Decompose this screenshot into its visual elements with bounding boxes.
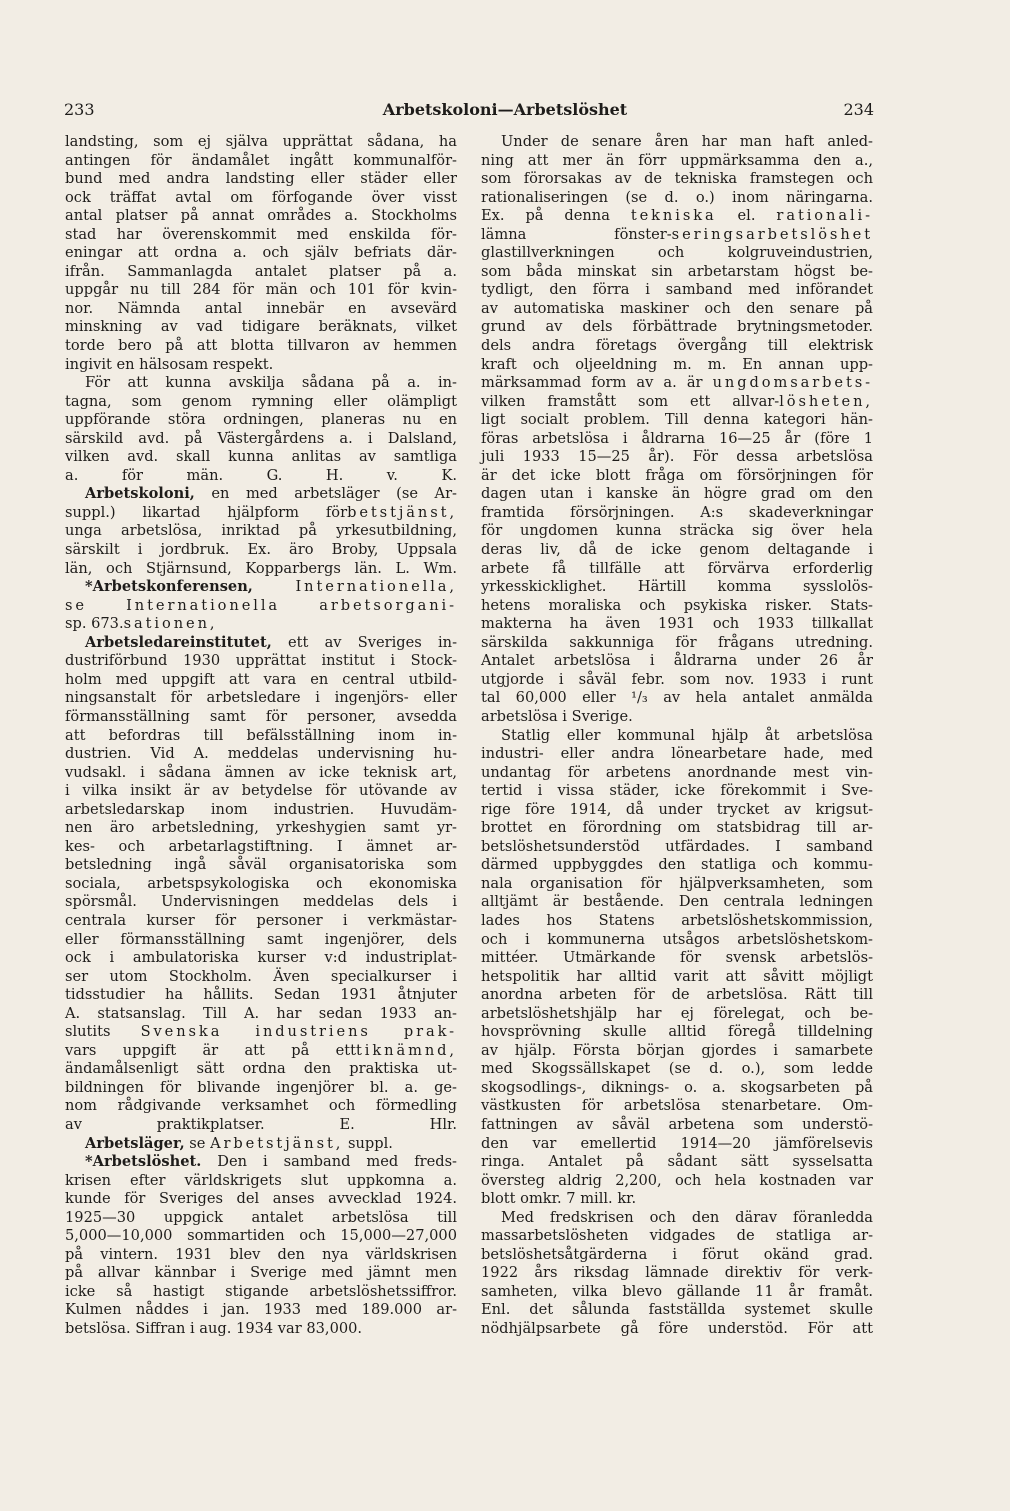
text-line (65, 226, 457, 245)
text-line (65, 318, 457, 337)
text-line (65, 1209, 457, 1228)
text-line (481, 485, 873, 504)
text-line (481, 393, 873, 412)
line-text: ock träffat avtal om förfogande över visst (65, 188, 457, 206)
spaced-term: Arbetstjänst, (210, 1134, 344, 1152)
line-text: förmansställning samt för personer, avsedda (65, 707, 457, 725)
text-line (65, 986, 457, 1005)
text-line (65, 745, 457, 764)
line-text: ning att mer än förr uppmärksamma den a., (481, 151, 873, 169)
line-text: av automatiska maskiner och den senare på (481, 299, 873, 317)
line-text: tagna, som genom rymning eller olämpligt (65, 392, 457, 410)
line-text: arbete få tillfälle att förvärva erforderlig (481, 559, 873, 577)
text-line (481, 318, 873, 337)
line-text: Den i samband med freds- (201, 1153, 457, 1171)
line-text: mittéer. Utmärkande för svensk arbetslös- (481, 949, 873, 967)
line-text: ser utom Stockholm. Även specialkurser i (65, 967, 457, 985)
text-line (481, 1301, 873, 1320)
line-text: uppgår nu till 284 för män och 101 för kvin- (65, 281, 457, 299)
page-number-left: 233 (64, 100, 95, 119)
line-text: en med arbetsläger (se Ar- (194, 485, 457, 503)
text-line (481, 578, 873, 597)
text-line (481, 281, 873, 300)
line-text: stad har överenskommit med enskilda för- (65, 225, 457, 243)
text-line (481, 411, 873, 430)
text-line (481, 745, 873, 764)
line-text: som båda minskat sin arbetarstam högst be- (481, 262, 873, 280)
line-text: tertid i vissa städer, icke förekommit i Sve- (481, 782, 873, 800)
text-line (65, 244, 457, 263)
text-line (481, 893, 873, 912)
line-text: dustrien. Vid A. meddelas undervisning hu- (65, 745, 457, 763)
text-line (481, 708, 873, 727)
line-text: holm med uppgift att vara en central utbild- (65, 670, 457, 688)
line-text: att befordras till befälsställning inom in- (65, 726, 457, 744)
text-line (65, 578, 457, 597)
line-text: yrkesskicklighet. Härtill komma sysslolös- (481, 578, 873, 596)
text-line (481, 1264, 873, 1283)
text-line (481, 875, 873, 894)
text-line (65, 801, 457, 820)
line-text: på allvar kännbar i Sverige med jämnt men (65, 1264, 457, 1282)
page-number-right: 234 (843, 100, 874, 119)
text-line (481, 615, 873, 634)
text-line (481, 356, 873, 375)
text-line (65, 1042, 457, 1061)
line-text: eller förmansställning samt ingenjörer, dels (65, 930, 457, 948)
text-line (65, 1246, 457, 1265)
text-line (65, 170, 457, 189)
text-line (481, 652, 873, 671)
line-text: betslöshetsunderstöd utfärdades. I samband (481, 837, 873, 855)
text-line (65, 263, 457, 282)
text-line (481, 634, 873, 653)
line-text: makterna ha även 1931 och 1933 tillkallat (481, 615, 873, 633)
text-line (481, 801, 873, 820)
line-text: brottet en förordning om statsbidrag till ar- (481, 819, 873, 837)
text-line (65, 1227, 457, 1246)
line-text: därmed uppbyggdes den statliga och kommu- (481, 856, 873, 874)
line-text: glastillverkningen och kolgruveindustrien, (481, 244, 873, 262)
text-line (65, 448, 457, 467)
line-text: bildningen för blivande ingenjörer bl. a. ge- (65, 1078, 457, 1096)
text-line (65, 782, 457, 801)
text-line (481, 838, 873, 857)
text-line (481, 597, 873, 616)
text-line (65, 504, 457, 523)
spaced-term: betstjänst, (347, 503, 457, 521)
line-text: vars uppgift är att på ett (65, 1041, 357, 1059)
line-text: Med fredskrisen och den därav föranledda (501, 1208, 873, 1226)
line-text: arbetsledarskap inom industrien. Huvudäm- (65, 800, 457, 818)
line-text: se (184, 1134, 211, 1152)
text-line (65, 893, 457, 912)
text-line (65, 931, 457, 950)
line-text: a. för män. G. H. v. K. (65, 466, 457, 484)
line-text: kraft och oljeeldning m. m. En annan upp- (481, 355, 873, 373)
line-text: massarbetslösheten vidgades de statliga ar- (481, 1227, 873, 1245)
text-line (481, 1153, 873, 1172)
text-line (65, 652, 457, 671)
text-line (65, 689, 457, 708)
line-text: se Internationella arbetsorgani- (65, 596, 457, 614)
line-text: utgjorde i såväl febr. som nov. 1933 i runt (481, 670, 873, 688)
text-line (65, 1060, 457, 1079)
text-line (481, 189, 873, 208)
line-text: hetspolitik har alltid varit att såvitt möjligt (481, 967, 873, 985)
text-line (481, 1005, 873, 1024)
text-line (481, 1135, 873, 1154)
text-line (65, 411, 457, 430)
right-column (481, 133, 873, 1339)
line-text: län, och Stjärnsund, Kopparbergs län. L. Wm. (65, 559, 457, 577)
text-line (481, 1246, 873, 1265)
text-line (481, 1079, 873, 1098)
line-text: landsting, som ej själva upprättat sådana, ha (65, 133, 457, 150)
line-text: ligt socialt problem. Till denna kategori hän- (481, 411, 873, 429)
text-line (65, 838, 457, 857)
line-text: Statlig eller kommunal hjälp åt arbetslösa (501, 726, 873, 744)
line-text: el. (716, 207, 777, 225)
line-text: antal platser på annat områdes a. Stockholms (65, 207, 457, 225)
spaced-term: tiknämnd, (356, 1041, 457, 1059)
text-line (481, 448, 873, 467)
text-line (65, 522, 457, 541)
line-text: översteg aldrig 2,200, och hela kostnaden var (481, 1171, 873, 1189)
line-text: Kulmen nåddes i jan. 1933 med 189.000 ar- (65, 1301, 457, 1319)
line-text: För att kunna avskilja sådana på a. in- (85, 374, 457, 392)
text-line (481, 1283, 873, 1302)
text-line (65, 393, 457, 412)
line-text: skogsodlings-, diknings- o. a. skogsarbeten på (481, 1078, 873, 1096)
text-line (65, 764, 457, 783)
line-text: sociala, arbetspsykologiska och ekonomiska (65, 874, 457, 892)
spaced-term: rationali- (776, 207, 873, 225)
text-line (481, 263, 873, 282)
text-line (65, 133, 457, 152)
entry-headword: Arbetsläger, (85, 1134, 185, 1152)
line-text: särskilda sakkunniga för frågans utredning. (481, 633, 873, 651)
line-text: anordna arbeten för de arbetslösa. Rätt till (481, 986, 873, 1004)
line-text: märksammad form av a. är (481, 374, 713, 392)
line-text: industri- eller andra lönearbetare hade, med (481, 745, 873, 763)
text-line (481, 133, 873, 152)
text-line (481, 727, 873, 746)
line-text: 1922 års riksdag lämnade direktiv för verk- (481, 1264, 873, 1282)
text-line (65, 597, 457, 616)
text-line (481, 1116, 873, 1135)
line-text: i vilka insikt är av betydelse för utövande av (65, 782, 457, 800)
entry-headword: *Arbetskonferensen, (85, 578, 253, 596)
line-text: juli 1933 15—25 år). För dessa arbetslösa (481, 448, 873, 466)
text-line (65, 1264, 457, 1283)
text-line (481, 986, 873, 1005)
line-text: och i kommunerna utsågos arbetslöshetskom- (481, 930, 873, 948)
text-line (481, 374, 873, 393)
text-line (481, 522, 873, 541)
line-text: Ex. på denna (481, 207, 631, 225)
line-text: uppförande störa ordningen, planeras nu en (65, 411, 457, 429)
line-text: alltjämt är bestående. Den centrala ledningen (481, 893, 873, 911)
text-line (481, 1190, 873, 1209)
line-text: rige före 1914, då under trycket av krigsut- (481, 800, 873, 818)
text-line (65, 485, 457, 504)
text-line (481, 856, 873, 875)
text-line (481, 931, 873, 950)
line-text: hovsprövning skulle alltid föregå tilldelning (481, 1023, 873, 1041)
text-line (65, 856, 457, 875)
text-line (65, 560, 457, 579)
line-text: A. statsanslag. Till A. har sedan 1933 an- (65, 1004, 457, 1022)
line-text: hetens moraliska och psykiska risker. Stats- (481, 596, 873, 614)
text-line (65, 467, 457, 486)
text-line (481, 1060, 873, 1079)
text-line (65, 1172, 457, 1191)
text-line (65, 356, 457, 375)
text-line (65, 708, 457, 727)
line-text: unga arbetslösa, inriktad på yrkesutbildning, (65, 522, 457, 540)
text-line (65, 207, 457, 226)
line-text: betslöshetsåtgärderna i förut okänd grad. (481, 1245, 873, 1263)
text-line (65, 1153, 457, 1172)
text-line (65, 1135, 457, 1154)
text-line (481, 689, 873, 708)
text-line (481, 912, 873, 931)
line-text: antingen för ändamålet ingått kommunalför- (65, 151, 457, 169)
line-text: nödhjälpsarbete gå före understöd. För att (481, 1320, 873, 1337)
text-line (65, 949, 457, 968)
text-line (481, 819, 873, 838)
line-text: ningsanstalt för arbetsledare i ingenjörs- eller (65, 689, 457, 707)
line-text: lämna fönster- (481, 225, 672, 243)
line-text: dels andra företags övergång till elektrisk (481, 337, 873, 355)
line-text: sp. 673. (65, 615, 124, 633)
text-line (65, 615, 457, 634)
line-text: ingivit en hälsosam respekt. (65, 355, 274, 373)
line-text: arbetslösa i Sverige. (481, 707, 633, 725)
line-text: suppl.) likartad hjälpform för (65, 503, 348, 521)
text-line (65, 875, 457, 894)
line-text: ändamålsenligt sätt ordna den praktiska ut- (65, 1060, 457, 1078)
text-line (481, 226, 873, 245)
text-line (65, 1023, 457, 1042)
line-text: framtida försörjningen. A:s skadeverkningar (481, 503, 873, 521)
text-line (481, 1097, 873, 1116)
line-text: samheten, vilka blevo gällande 11 år framåt. (481, 1282, 873, 1300)
line-text: tidsstudier ha hållits. Sedan 1931 åtnjuter (65, 986, 457, 1004)
line-text: med Skogssällskapet (se d. o.), som ledde (481, 1060, 873, 1078)
text-line (65, 968, 457, 987)
line-text: lades hos Statens arbetslöshetskommission, (481, 911, 873, 929)
line-text: ett av Sveriges in- (271, 633, 457, 651)
line-text: på vintern. 1931 blev den nya världskrisen (65, 1245, 457, 1263)
line-text: ringa. Antalet på sådant sätt sysselsatta (481, 1153, 873, 1171)
text-line (65, 374, 457, 393)
line-text: krisen efter världskrigets slut uppkomna a. (65, 1171, 457, 1189)
text-line (481, 207, 873, 226)
text-line (481, 1209, 873, 1228)
left-column (65, 133, 457, 1339)
text-line (65, 337, 457, 356)
line-text: den var emellertid 1914—20 jämförelsevis (481, 1134, 873, 1152)
line-text: deras liv, då de icke genom deltagande i (481, 541, 873, 559)
text-line (481, 1042, 873, 1061)
line-text: Under de senare åren har man haft anled- (501, 133, 873, 150)
text-line (481, 949, 873, 968)
line-text: slutits (65, 1023, 141, 1041)
line-text: fattningen av såväl arbetena som understö- (481, 1115, 873, 1133)
text-line (65, 1079, 457, 1098)
line-text: tal 60,000 eller ¹/₃ av hela antalet anmälda (481, 689, 873, 707)
line-text: undantag för arbetens anordnande mest vin- (481, 763, 873, 781)
text-line (481, 1320, 873, 1339)
text-line (481, 671, 873, 690)
line-text: Antalet arbetslösa i åldrarna under 26 år (481, 652, 873, 670)
line-text: nor. Nämnda antal innebär en avsevärd (65, 299, 457, 317)
spaced-term: Internationella, (252, 578, 457, 596)
text-line (65, 1283, 457, 1302)
text-line (481, 504, 873, 523)
text-line (65, 912, 457, 931)
text-line (481, 467, 873, 486)
line-text: suppl. (343, 1134, 393, 1152)
entry-headword: *Arbetslöshet. (85, 1153, 202, 1171)
line-text: tydligt, den förra i samband med införandet (481, 281, 873, 299)
text-line (481, 244, 873, 263)
line-text: betsledning ingå såväl organisatoriska som (65, 856, 457, 874)
line-text: vudsakl. i sådana ämnen av icke teknisk art, (65, 763, 457, 781)
text-line (65, 1097, 457, 1116)
line-text: nen äro arbetsledning, yrkeshygien samt yr- (65, 819, 457, 837)
line-text: blott omkr. 7 mill. kr. (481, 1190, 637, 1208)
line-text: västkusten för arbetslösa stenarbetare. Om- (481, 1097, 873, 1115)
text-line (481, 968, 873, 987)
text-line (481, 300, 873, 319)
line-text: eningar att ordna a. och själv befriats där- (65, 244, 457, 262)
line-text: vilken framstått som ett allvar- (481, 392, 780, 410)
line-text: dustriförbund 1930 upprättat institut i Stock- (65, 652, 457, 670)
text-line (65, 727, 457, 746)
text-line (481, 430, 873, 449)
spaced-term: lösheten, (779, 392, 873, 410)
entry-headword: Arbetsledareinstitutet, (85, 633, 272, 651)
line-text: bund med andra landsting eller städer eller (65, 170, 457, 188)
text-line (65, 1320, 457, 1339)
text-line (481, 170, 873, 189)
line-text: av hjälp. Första början gjordes i samarbete (481, 1041, 873, 1059)
text-line (65, 189, 457, 208)
line-text: särskild avd. på Västergårdens a. i Dalsland, (65, 429, 457, 447)
text-line (65, 541, 457, 560)
line-text: grund av dels förbättrade brytningsmetoder. (481, 318, 873, 336)
text-line (481, 560, 873, 579)
line-text: rationaliseringen (se d. o.) inom näringarna. (481, 188, 873, 206)
line-text: kes- och arbetarlagstiftning. I ämnet ar- (65, 837, 457, 855)
line-text: kunde för Sveriges del anses avvecklad 1924. (65, 1190, 457, 1208)
text-line (481, 1023, 873, 1042)
text-line (65, 634, 457, 653)
line-text: ock i ambulatoriska kurser v:d industriplat- (65, 949, 457, 967)
line-text: nom rådgivande verksamhet och förmedling (65, 1097, 457, 1115)
text-line (65, 1301, 457, 1320)
line-text: 5,000—10,000 sommartiden och 15,000—27,000 (65, 1227, 457, 1245)
text-line (65, 1190, 457, 1209)
line-text: vilken avd. skall kunna anlitas av samtliga (65, 448, 457, 466)
text-line (481, 152, 873, 171)
line-text: nala organisation för hjälpverksamheten, som (481, 874, 873, 892)
text-line (65, 1005, 457, 1024)
spaced-term: seringsarbetslöshet (671, 225, 873, 243)
spaced-term: tekniska (630, 207, 717, 225)
line-text: av praktikplatser. E. Hlr. (65, 1115, 457, 1133)
text-line (481, 541, 873, 560)
running-head: Arbetskoloni—Arbetslöshet (382, 100, 628, 119)
text-line (65, 281, 457, 300)
line-text: icke så hastigt stigande arbetslöshetssiffror. (65, 1282, 457, 1300)
spaced-term: Svenska industriens prak- (140, 1023, 457, 1041)
text-line (65, 1116, 457, 1135)
line-text: torde bero på att blotta tillvaron av hemmen (65, 337, 457, 355)
text-line (481, 782, 873, 801)
line-text: särskilt i jordbruk. Ex. äro Broby, Uppsala (65, 541, 457, 559)
line-text: arbetslöshetshjälp har ej förelegat, och be- (481, 1004, 873, 1022)
line-text: som förorsakas av de tekniska framstegen och (481, 170, 873, 188)
line-text: är det icke blott fråga om försörjningen för (481, 466, 873, 484)
line-text: 1925—30 uppgick antalet arbetslösa till (65, 1208, 457, 1226)
spaced-term: ungdomsarbets- (712, 374, 873, 392)
text-line (65, 819, 457, 838)
line-text: Enl. det sålunda fastställda systemet skulle (481, 1301, 873, 1319)
line-text: för ungdomen kunna sträcka sig över hela (481, 522, 873, 540)
text-line (65, 152, 457, 171)
text-line (481, 1227, 873, 1246)
line-text: ifrån. Sammanlagda antalet platser på a. (65, 262, 457, 280)
line-text: dagen utan i kanske än högre grad om den (481, 485, 873, 503)
text-line (481, 764, 873, 783)
line-text: spörsmål. Undervisningen meddelas dels i (65, 893, 457, 911)
entry-headword: Arbetskoloni, (85, 485, 195, 503)
line-text: föras arbetslösa i åldrarna 16—25 år (före 1 (481, 429, 873, 447)
line-text: minskning av vad tidigare beräknats, vilket (65, 318, 457, 336)
line-text: betslösa. Siffran i aug. 1934 var 83,000. (65, 1320, 363, 1337)
text-line (481, 337, 873, 356)
text-line (481, 1172, 873, 1191)
line-text: centrala kurser för personer i verkmästar- (65, 911, 457, 929)
text-line (65, 671, 457, 690)
text-line (65, 300, 457, 319)
spaced-term: sationen, (123, 615, 218, 633)
text-line (65, 430, 457, 449)
